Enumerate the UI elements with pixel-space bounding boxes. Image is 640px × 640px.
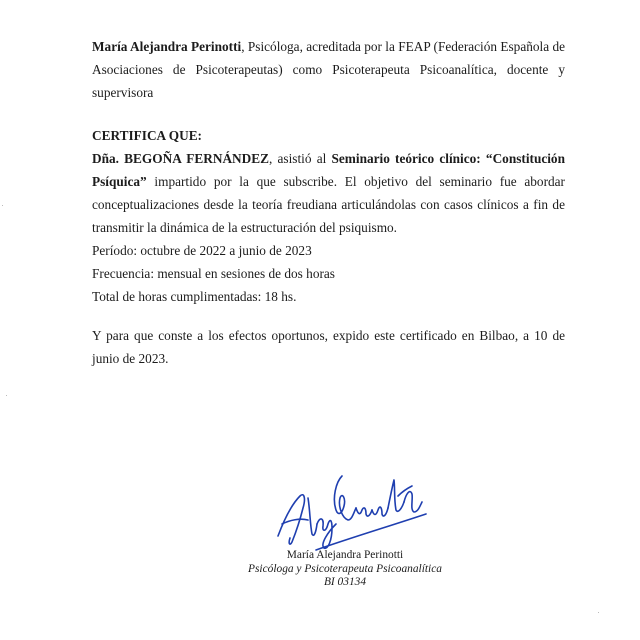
cert-text-2: impartido por la que subscribe. El objetivo del seminario fue abordar conceptualizaciones desde la teoría freudiana articulándolas con casos clínicos a fin de transmitir la dinámica de la estructuración del psiquismo.: [92, 174, 565, 235]
signatory-role: Psicóloga y Psicoterapeuta Psicoanalítica: [248, 563, 442, 575]
scan-speck: [2, 205, 3, 206]
author-name: María Alejandra Perinotti: [92, 39, 242, 54]
certifica-heading: CERTIFICA QUE:: [92, 128, 202, 143]
signatory-name: María Alejandra Perinotti: [286, 549, 404, 561]
handwritten-signature: [270, 458, 430, 553]
frequency-line: Frecuencia: mensual en sesiones de dos horas: [92, 266, 335, 281]
cert-text-1: , asistió al: [269, 151, 332, 166]
certification-block: [92, 125, 565, 308]
scan-speck: [598, 612, 599, 613]
period-line: Período: octubre de 2022 a junio de 2023: [92, 243, 312, 258]
total-hours-line: Total de horas cumplimentadas: 18 hs.: [92, 289, 297, 304]
registration-number: BI 03134: [323, 576, 367, 588]
student-name: Dña. BEGOÑA FERNÁNDEZ: [92, 151, 269, 166]
seminar-title: Seminario teórico clínico: “Constitución Psíquica”: [92, 151, 565, 189]
scan-speck: [6, 395, 7, 396]
intro-paragraph: [92, 35, 565, 104]
certification-paragraph: [92, 147, 565, 239]
intro-text: , Psicóloga, acreditada por la FEAP (Federación Española de Asociaciones de Psicoterapeutas) como Psicoterapeuta Psicoanalítica, docente y supervisora: [92, 39, 566, 100]
closing-paragraph: Y para que conste a los efectos oportunos, expido este certificado en Bilbao, a 10 de junio de 2023.: [92, 328, 565, 366]
